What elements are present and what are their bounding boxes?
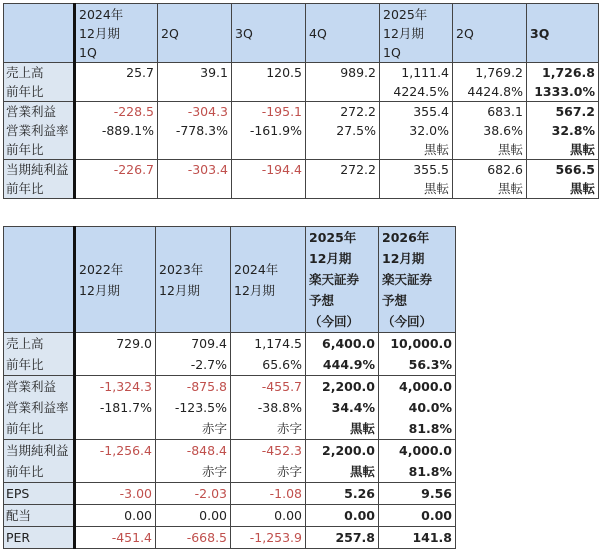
row-label: 配当 xyxy=(4,505,75,527)
table-cell: 27.5% xyxy=(306,121,380,140)
table-cell: -451.4 xyxy=(75,527,156,549)
table-cell: 566.5 xyxy=(527,160,599,180)
table-cell: 黒転 xyxy=(527,140,599,160)
table-cell: 0.00 xyxy=(156,505,231,527)
table-cell: -1,253.9 xyxy=(231,527,306,549)
row-label: 前年比 xyxy=(4,82,75,102)
table-cell: 0.00 xyxy=(75,505,156,527)
annual-forecast-table xyxy=(3,226,456,549)
table-cell xyxy=(75,179,158,199)
table-cell: 120.5 xyxy=(232,63,306,83)
table-cell: -228.5 xyxy=(75,102,158,122)
row-label: 当期純利益 xyxy=(4,160,75,180)
table-cell: 4424.8% xyxy=(453,82,527,102)
column-header: 2025年 12月期 1Q xyxy=(380,4,453,63)
table-cell: 10,000.0 xyxy=(379,333,456,355)
table-cell: -1,256.4 xyxy=(75,440,156,462)
table-cell: -778.3% xyxy=(158,121,232,140)
table-cell: -303.4 xyxy=(158,160,232,180)
row-label: 前年比 xyxy=(4,461,75,483)
table-cell: 9.56 xyxy=(379,483,456,505)
row-label: 前年比 xyxy=(4,140,75,160)
table-cell: 0.00 xyxy=(379,505,456,527)
table-row xyxy=(4,102,599,122)
table-row xyxy=(4,483,456,505)
table-cell: 683.1 xyxy=(453,102,527,122)
table-cell: 黒転 xyxy=(380,179,453,199)
column-header: 3Q xyxy=(232,4,306,63)
table-cell: 1333.0% xyxy=(527,82,599,102)
table-cell xyxy=(75,418,156,440)
table-cell xyxy=(75,461,156,483)
column-header: 2022年 12月期 xyxy=(75,227,156,333)
table-cell: 黒転 xyxy=(306,461,379,483)
table-cell xyxy=(158,82,232,102)
row-label: 営業利益率 xyxy=(4,397,75,418)
table-cell: 黒転 xyxy=(380,140,453,160)
row-label: 前年比 xyxy=(4,354,75,376)
table-cell: 黒転 xyxy=(527,179,599,199)
table-cell: 567.2 xyxy=(527,102,599,122)
table-cell: 赤字 xyxy=(231,461,306,483)
table-cell: 257.8 xyxy=(306,527,379,549)
table-cell: 赤字 xyxy=(156,461,231,483)
table-cell: 38.6% xyxy=(453,121,527,140)
column-header: 2023年 12月期 xyxy=(156,227,231,333)
header-row xyxy=(4,4,599,63)
row-label: 当期純利益 xyxy=(4,440,75,462)
table-row xyxy=(4,440,456,462)
table-cell xyxy=(306,179,380,199)
table-cell xyxy=(158,140,232,160)
table-cell: -452.3 xyxy=(231,440,306,462)
row-label: PER xyxy=(4,527,75,549)
table-cell: 6,400.0 xyxy=(306,333,379,355)
table-row xyxy=(4,333,456,355)
table-cell: 0.00 xyxy=(231,505,306,527)
table-cell: -848.4 xyxy=(156,440,231,462)
table-cell: -304.3 xyxy=(158,102,232,122)
table-row xyxy=(4,461,456,483)
table-cell: -181.7% xyxy=(75,397,156,418)
table-cell xyxy=(306,82,380,102)
table-cell: 2,200.0 xyxy=(306,376,379,398)
column-header: 2026年 12月期 楽天証券 予想 （今回） xyxy=(379,227,456,333)
table-row xyxy=(4,179,599,199)
column-header: 2025年 12月期 楽天証券 予想 （今回） xyxy=(306,227,379,333)
table-row xyxy=(4,140,599,160)
table-cell: -1,324.3 xyxy=(75,376,156,398)
table-cell: 989.2 xyxy=(306,63,380,83)
table-cell xyxy=(232,179,306,199)
column-header: 2Q xyxy=(453,4,527,63)
column-header: 4Q xyxy=(306,4,380,63)
table-cell: 4224.5% xyxy=(380,82,453,102)
column-header: 2024年 12月期 1Q xyxy=(75,4,158,63)
table-row xyxy=(4,418,456,440)
table-cell: -875.8 xyxy=(156,376,231,398)
table-row xyxy=(4,505,456,527)
table-cell: 34.4% xyxy=(306,397,379,418)
header-corner xyxy=(4,227,75,333)
table-cell xyxy=(232,140,306,160)
table-row xyxy=(4,376,456,398)
table-cell: 39.1 xyxy=(158,63,232,83)
table-cell: 4,000.0 xyxy=(379,440,456,462)
table-cell: 1,174.5 xyxy=(231,333,306,355)
column-header: 2Q xyxy=(158,4,232,63)
table-row xyxy=(4,354,456,376)
row-label: 売上高 xyxy=(4,333,75,355)
table-cell: -226.7 xyxy=(75,160,158,180)
table-cell xyxy=(306,140,380,160)
table-cell: 272.2 xyxy=(306,102,380,122)
table-cell: 1,726.8 xyxy=(527,63,599,83)
table-row xyxy=(4,63,599,83)
table-cell: 黒転 xyxy=(306,418,379,440)
table-cell: -194.4 xyxy=(232,160,306,180)
table-row xyxy=(4,82,599,102)
table-cell: 5.26 xyxy=(306,483,379,505)
table-cell xyxy=(232,82,306,102)
table-cell: 32.8% xyxy=(527,121,599,140)
row-label: EPS xyxy=(4,483,75,505)
table-cell xyxy=(75,354,156,376)
table-cell: -455.7 xyxy=(231,376,306,398)
table-cell xyxy=(158,179,232,199)
table-cell: -2.03 xyxy=(156,483,231,505)
row-label: 前年比 xyxy=(4,418,75,440)
table-row xyxy=(4,527,456,549)
table-cell: 赤字 xyxy=(156,418,231,440)
row-label: 営業利益 xyxy=(4,376,75,398)
column-header: 2024年 12月期 xyxy=(231,227,306,333)
header-row xyxy=(4,227,456,333)
table-cell: -123.5% xyxy=(156,397,231,418)
table-cell: 1,769.2 xyxy=(453,63,527,83)
table-cell: 32.0% xyxy=(380,121,453,140)
row-label: 営業利益 xyxy=(4,102,75,122)
table-cell: 40.0% xyxy=(379,397,456,418)
table-cell: -3.00 xyxy=(75,483,156,505)
table-cell: 81.8% xyxy=(379,418,456,440)
header-corner xyxy=(4,4,75,63)
table-cell: 56.3% xyxy=(379,354,456,376)
column-header: 3Q xyxy=(527,4,599,63)
table-cell: -195.1 xyxy=(232,102,306,122)
table-row xyxy=(4,160,599,180)
table-cell: -161.9% xyxy=(232,121,306,140)
table-cell: 赤字 xyxy=(231,418,306,440)
table-cell: -889.1% xyxy=(75,121,158,140)
table-cell xyxy=(75,82,158,102)
table-cell: 729.0 xyxy=(75,333,156,355)
table-cell: 355.4 xyxy=(380,102,453,122)
table-cell xyxy=(75,140,158,160)
row-label: 前年比 xyxy=(4,179,75,199)
table-cell: 0.00 xyxy=(306,505,379,527)
table-cell: 65.6% xyxy=(231,354,306,376)
table-row xyxy=(4,121,599,140)
table-cell: 272.2 xyxy=(306,160,380,180)
table-cell: 709.4 xyxy=(156,333,231,355)
table-cell: 黒転 xyxy=(453,140,527,160)
table-cell: -668.5 xyxy=(156,527,231,549)
row-label: 営業利益率 xyxy=(4,121,75,140)
table-cell: 4,000.0 xyxy=(379,376,456,398)
table-cell: 444.9% xyxy=(306,354,379,376)
table-cell: 81.8% xyxy=(379,461,456,483)
table-cell: 黒転 xyxy=(453,179,527,199)
table-cell: -2.7% xyxy=(156,354,231,376)
table-cell: 141.8 xyxy=(379,527,456,549)
table-cell: -38.8% xyxy=(231,397,306,418)
quarterly-results-table xyxy=(3,3,599,199)
row-label: 売上高 xyxy=(4,63,75,83)
table-cell: 682.6 xyxy=(453,160,527,180)
table-cell: 355.5 xyxy=(380,160,453,180)
table-cell: 1,111.4 xyxy=(380,63,453,83)
table-cell: 2,200.0 xyxy=(306,440,379,462)
table-cell: 25.7 xyxy=(75,63,158,83)
table-row xyxy=(4,397,456,418)
table-cell: -1.08 xyxy=(231,483,306,505)
